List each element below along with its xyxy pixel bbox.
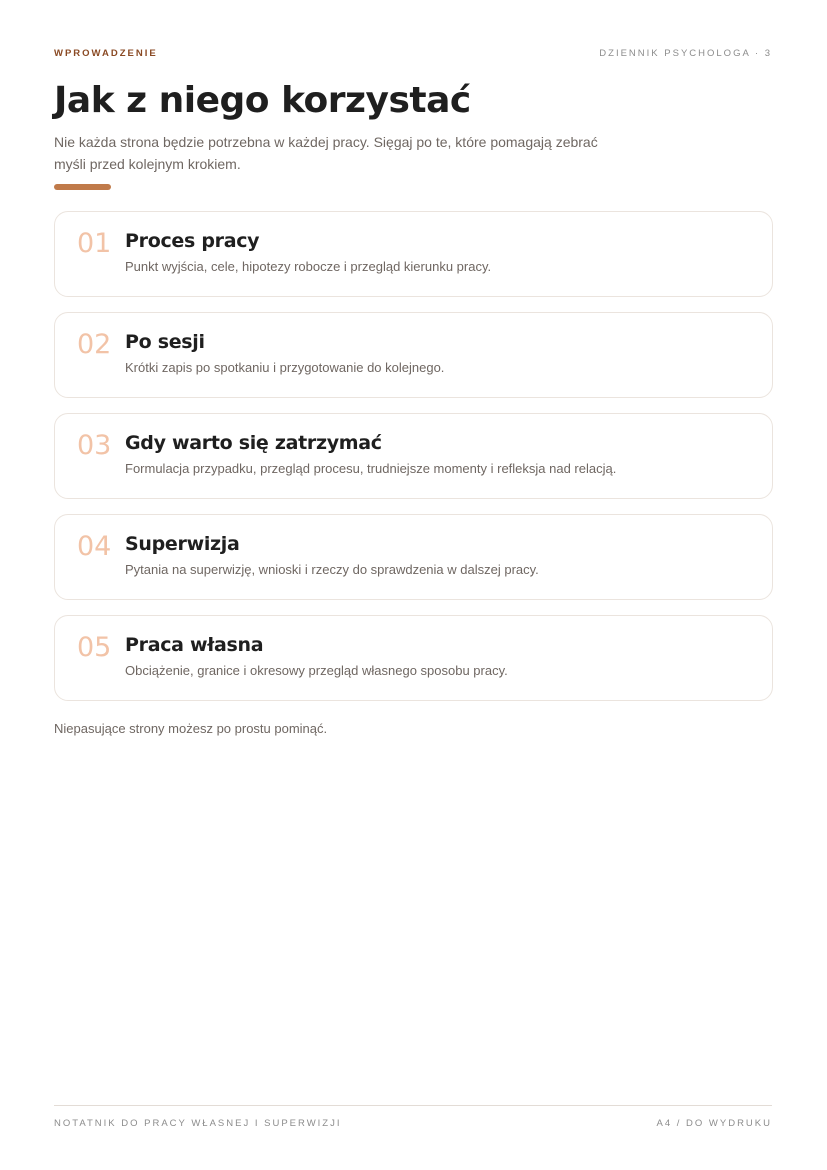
page-title: Jak z niego korzystać [54, 80, 471, 121]
card-description: Pytania na superwizję, wnioski i rzeczy do sprawdzenia w dalszej pracy. [125, 562, 539, 577]
card-number: 01 [77, 228, 112, 259]
section-list [54, 211, 773, 716]
card-description: Formulacja przypadku, przegląd procesu, trudniejsze momenty i refleksja nad relacją. [125, 461, 617, 476]
card-number: 04 [77, 531, 112, 562]
card-number: 02 [77, 329, 112, 360]
card-number: 05 [77, 632, 112, 663]
card-title: Superwizja [125, 533, 240, 555]
card-description: Krótki zapis po spotkaniu i przygotowanie do kolejnego. [125, 360, 445, 375]
section-label: WPROWADZENIE [54, 48, 158, 59]
skip-note: Niepasujące strony możesz po prostu pominąć. [54, 721, 328, 736]
section-card [54, 615, 773, 701]
intro-text [54, 131, 624, 175]
intro-line: Nie każda strona będzie potrzebna w każdej pracy. Sięgaj po te, które pomagają zebrać [54, 134, 598, 150]
intro-line: myśli przed kolejnym krokiem. [54, 156, 241, 172]
section-card [54, 514, 773, 600]
footer-divider [54, 1105, 772, 1106]
card-number: 03 [77, 430, 112, 461]
page-meta: DZIENNIK PSYCHOLOGA · 3 [599, 48, 772, 59]
accent-divider [54, 184, 111, 190]
card-description: Punkt wyjścia, cele, hipotezy robocze i przegląd kierunku pracy. [125, 259, 492, 274]
footer-notebook-title: NOTATNIK DO PRACY WŁASNEJ I SUPERWIZJI [54, 1118, 342, 1129]
card-description: Obciążenie, granice i okresowy przegląd własnego sposobu pracy. [125, 663, 508, 678]
section-card [54, 312, 773, 398]
card-title: Po sesji [125, 331, 205, 353]
section-card [54, 413, 773, 499]
footer-format-label: A4 / DO WYDRUKU [656, 1118, 772, 1129]
card-title: Proces pracy [125, 230, 260, 252]
section-card [54, 211, 773, 297]
page-header [54, 48, 772, 62]
card-title: Praca własna [125, 634, 264, 656]
card-title: Gdy warto się zatrzymać [125, 432, 382, 454]
